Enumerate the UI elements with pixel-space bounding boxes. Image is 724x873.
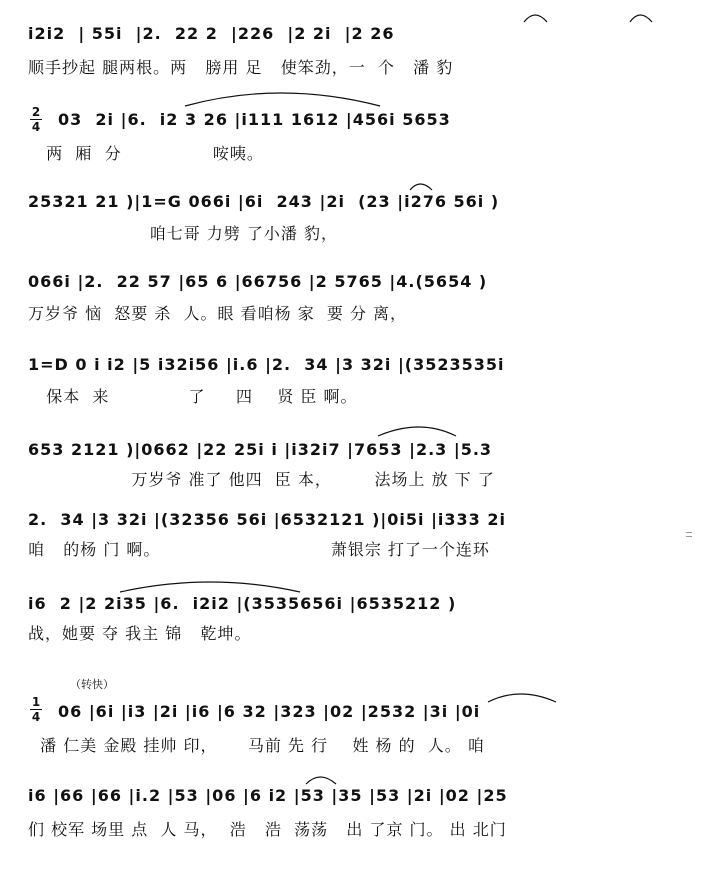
time-signature-top: 2 xyxy=(31,105,41,119)
notation-line: i6 2 |2 2i35 |6. i2i2 |(3535656i |6535212 ) xyxy=(28,594,457,613)
time-signature-bottom: 4 xyxy=(31,710,41,724)
slur xyxy=(185,93,380,106)
lyric-line: 战，她要 夺 我主 锦 乾坤。 xyxy=(28,624,252,643)
slur xyxy=(524,15,547,22)
lyric-line: 万岁爷 恼 怒要 杀 人。眼 看咱杨 家 要 分 离， xyxy=(28,304,408,323)
slur xyxy=(378,427,456,436)
time-signature-2-4 xyxy=(30,106,42,133)
notation-line: i6 |66 |66 |i.2 |53 |06 |6 i2 |53 |35 |53 |2i |02 |25 xyxy=(28,786,508,805)
lyric-line: 两 厢 分 咹咦。 xyxy=(28,144,264,163)
tempo-mark: （转快） xyxy=(70,678,114,691)
notation-line: 1=D 0 i i2 |5 i32i56 |i.6 |2. 34 |3 32i |(3523535i xyxy=(28,355,505,374)
slur xyxy=(120,582,300,592)
lyric-line: 顺手抄起 腿两根。两 膀用 足 使笨劲，一 个 潘 豹 xyxy=(28,58,454,77)
time-signature-bottom: 4 xyxy=(31,120,41,134)
time-signature-top: 1 xyxy=(31,695,41,709)
slur xyxy=(630,15,652,22)
lyric-line: 咱七哥 力劈 了小潘 豹， xyxy=(28,224,338,243)
notation-line: 066i |2. 22 57 |65 6 |66756 |2 5765 |4.(5654 ) xyxy=(28,272,488,291)
lyric-line: 万岁爷 准了 他四 臣 本， 法场上 放 下 了 xyxy=(28,470,495,489)
notation-line: 25321 21 )|1=G 066i |6i 243 |2i (23 |i276 56i ) xyxy=(28,192,500,211)
margin-mark xyxy=(686,532,692,537)
lyric-line: 保本 来 了 四 贤 臣 啊。 xyxy=(28,387,358,406)
lyric-line: 咱 的杨 门 啊。 萧银宗 打了一个连环 xyxy=(28,540,490,559)
slur xyxy=(410,184,432,190)
time-signature-1-4 xyxy=(30,696,42,723)
notation-line: 653 2121 )|0662 |22 25i i |i32i7 |7653 |2.3 |5.3 xyxy=(28,440,493,459)
slur xyxy=(306,777,336,784)
notation-line: 2. 34 |3 32i |(32356 56i |6532121 )|0i5i |i333 2i xyxy=(28,510,506,529)
notation-line: i2i2 | 55i |2. 22 2 |226 |2 2i |2 26 xyxy=(28,24,395,43)
slur xyxy=(488,694,556,702)
notation-line: 03 2i |6. i2 3 26 |i111 1612 |456i 5653 xyxy=(58,110,451,129)
notation-line: 06 |6i |i3 |2i |i6 |6 32 |323 |02 |2532 |3i |0i xyxy=(58,702,481,721)
lyric-line: 潘 仁美 金殿 挂帅 印， 马前 先 行 姓 杨 的 人。 咱 xyxy=(28,736,485,755)
lyric-line: 们 校军 场里 点 人 马， 浩 浩 荡荡 出 了京 门。 出 北门 xyxy=(28,820,507,839)
